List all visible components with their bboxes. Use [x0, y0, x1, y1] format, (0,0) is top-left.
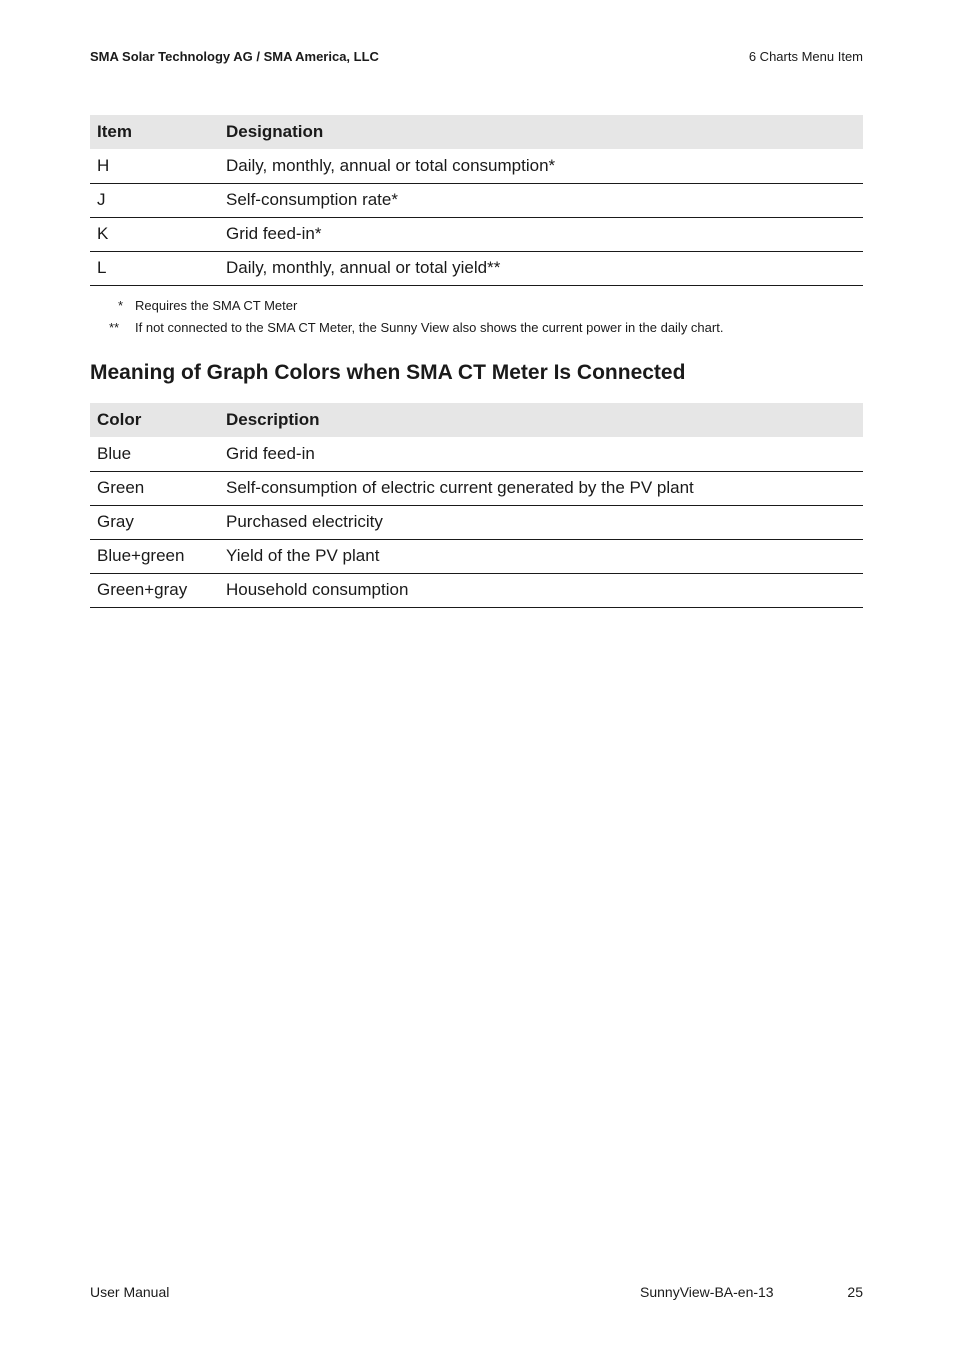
footnotes: [90, 297, 863, 341]
column-header-designation: Designation: [219, 115, 863, 149]
table-header-row: [90, 115, 863, 149]
description-cell: Household consumption: [219, 573, 863, 607]
description-cell: Purchased electricity: [219, 505, 863, 539]
table-row: [90, 539, 863, 573]
designation-cell: Daily, monthly, annual or total yield**: [219, 251, 863, 285]
chapter-title: 6 Charts Menu Item: [748, 49, 863, 64]
column-header-item: Item: [90, 115, 219, 149]
company-name: SMA Solar Technology AG / SMA America, LLC: [90, 49, 379, 64]
page-header: [90, 49, 863, 69]
footnote: [90, 297, 863, 319]
page-footer: [90, 1284, 863, 1304]
footnote-text: Requires the SMA CT Meter: [135, 298, 298, 313]
item-cell: K: [90, 217, 219, 251]
table-row: [90, 183, 863, 217]
footnote-mark: *: [118, 298, 124, 313]
description-cell: Grid feed-in: [219, 437, 863, 471]
designation-cell: Daily, monthly, annual or total consumption*: [219, 149, 863, 183]
column-header-color: Color: [90, 403, 219, 437]
table-row: [90, 251, 863, 285]
table-header-row: [90, 403, 863, 437]
table-row: [90, 471, 863, 505]
color-cell: Green: [90, 471, 219, 505]
table-row: [90, 437, 863, 471]
color-cell: Blue+green: [90, 539, 219, 573]
description-cell: Self-consumption of electric current generated by the PV plant: [219, 471, 863, 505]
color-cell: Blue: [90, 437, 219, 471]
color-cell: Gray: [90, 505, 219, 539]
description-cell: Yield of the PV plant: [219, 539, 863, 573]
column-header-description: Description: [219, 403, 863, 437]
document-id: SunnyView-BA-en-13: [640, 1284, 774, 1300]
designation-cell: Self-consumption rate*: [219, 183, 863, 217]
document-type: User Manual: [90, 1284, 170, 1300]
page-number: 25: [847, 1284, 863, 1300]
colors-table: [90, 403, 863, 608]
footnote: [90, 319, 863, 341]
table-row: [90, 573, 863, 607]
footnote-mark: **: [109, 320, 120, 335]
footnote-text: If not connected to the SMA CT Meter, the Sunny View also shows the current power in the daily chart.: [135, 320, 724, 335]
item-cell: J: [90, 183, 219, 217]
items-table: [90, 115, 863, 286]
designation-cell: Grid feed-in*: [219, 217, 863, 251]
item-cell: L: [90, 251, 219, 285]
table-row: [90, 149, 863, 183]
section-title: Meaning of Graph Colors when SMA CT Meter Is Connected: [90, 361, 686, 384]
table-row: [90, 505, 863, 539]
item-cell: H: [90, 149, 219, 183]
color-cell: Green+gray: [90, 573, 219, 607]
table-row: [90, 217, 863, 251]
